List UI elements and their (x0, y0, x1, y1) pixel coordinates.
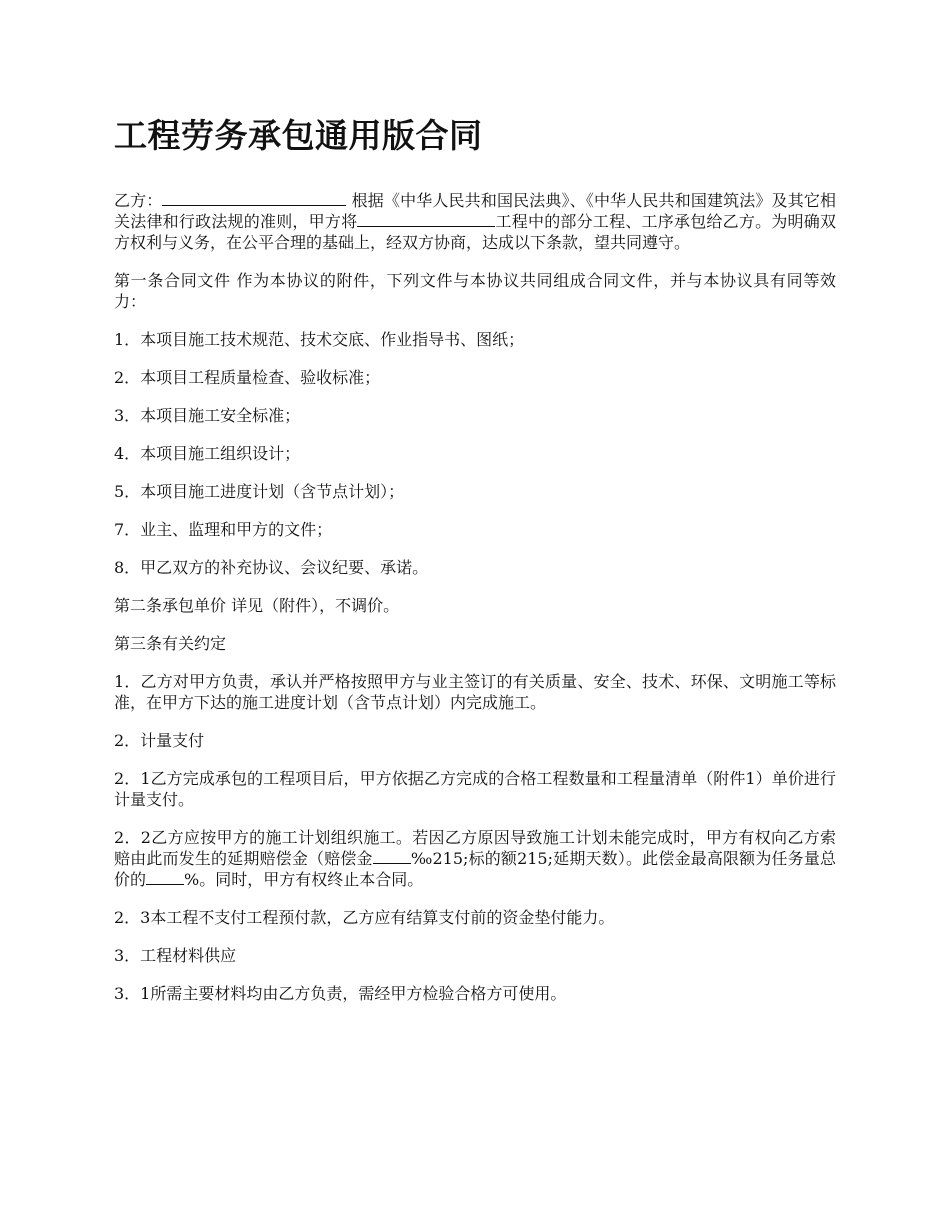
intro-prefix: 乙方： (114, 191, 163, 210)
clause-heading: 2．计量支付 (114, 731, 205, 750)
list-item: 8．甲乙双方的补充协议、会议纪要、承诺。 (114, 558, 429, 577)
clause-2-2-part3: %。同时，甲方有权终止本合同。 (184, 870, 424, 889)
clause-2-2-part2: ‰215;标的额215;延期天数）。此偿金最高限额为任务量总价的 (114, 849, 836, 889)
intro-paragraph (114, 190, 836, 253)
article-3-heading: 第三条有关约定 (114, 634, 227, 653)
clause-paragraph: 3．1所需主要材料均由乙方负责，需经甲方检验合格方可使用。 (114, 984, 567, 1003)
list-item: 2．本项目工程质量检查、验收标准； (114, 368, 381, 387)
article-1-heading: 第一条合同文件 作为本协议的附件，下列文件与本协议共同组成合同文件，并与本协议具有同等效力： (114, 271, 836, 311)
project-name-blank[interactable] (357, 211, 495, 227)
document-body (114, 112, 836, 1021)
party-b-name-blank[interactable] (162, 190, 346, 206)
clause-2-2-paragraph (114, 827, 836, 890)
document-title: 工程劳务承包通用版合同 (114, 116, 483, 155)
list-item: 4．本项目施工组织设计； (114, 444, 301, 463)
list-item: 7．业主、监理和甲方的文件； (114, 520, 333, 539)
compensation-cap-blank[interactable] (146, 869, 184, 885)
clause-paragraph: 2．1乙方完成承包的工程项目后，甲方依据乙方完成的合格工程数量和工程量清单（附件1）单价进行计量支付。 (114, 769, 836, 809)
clause-heading: 3．工程材料供应 (114, 946, 237, 965)
clause-2-2-part1: 2．2乙方应按甲方的施工计划组织施工。若因乙方原因导致施工计划未能完成时，甲方有权向乙方索赔由此而发生的延期赔偿金（赔偿金 (114, 828, 836, 868)
compensation-rate-blank[interactable] (373, 848, 411, 864)
intro-suffix: 工程中的部分工程、工序承包给乙方。为明确双方权利与义务，在公平合理的基础上，经双方协商，达成以下条款，望共同遵守。 (114, 212, 836, 252)
article-2-heading: 第二条承包单价 详见（附件），不调价。 (114, 596, 400, 615)
intro-middle: 根据《中华人民共和国民法典》、《中华人民共和国建筑法》及其它相关法律和行政法规的准则，甲方将 (114, 191, 836, 231)
clause-paragraph: 2．3本工程不支付工程预付款，乙方应有结算支付前的资金垫付能力。 (114, 908, 615, 927)
list-item: 3．本项目施工安全标准； (114, 406, 301, 425)
list-item: 1．本项目施工技术规范、技术交底、作业指导书、图纸； (114, 330, 525, 349)
list-item: 5．本项目施工进度计划（含节点计划）； (114, 482, 405, 501)
clause-paragraph: 1．乙方对甲方负责，承认并严格按照甲方与业主签订的有关质量、安全、技术、环保、文明施工等标准，在甲方下达的施工进度计划（含节点计划）内完成施工。 (114, 672, 836, 712)
